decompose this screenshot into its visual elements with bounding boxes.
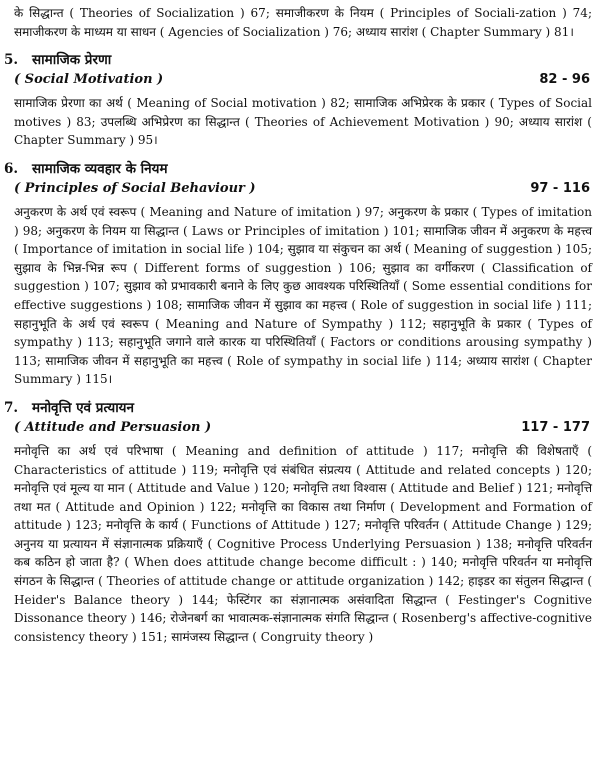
chapter-number: 5. [4, 52, 19, 69]
chapter-description: सामाजिक प्रेरणा का अर्थ ( Meaning of Social motivation ) 82; सामाजिक अभिप्रेरक के प्रकार ( Types of Social motives ) 83; उपलब्धि अभिप्रेरण का सिद्धान्त ( Theories of Achievement Motivation ) 90; अध्याय सारांश ( Chapter Summary ) 95। [14, 96, 592, 148]
chapter-subtitle: ( Principles of Social Behaviour ) [14, 180, 256, 196]
chapter-title: सामाजिक व्यवहार के नियम [32, 160, 168, 177]
chapter-description: अनुकरण के अर्थ एवं स्वरूप ( Meaning and Nature of imitation ) 97; अनुकरण के प्रकार ( Types of imitation ) 98; अनुकरण के नियम या सिद्धान्त ( Laws or Principles of imitation ) 101; सामाजिक जीवन में अनुकरण के महत्त्व ( Importance of imitation in social life ) 104; सुझाव या संकुचन का अर्थ ( Meaning of suggestion ) 105; सुझाव के भिन्न-भिन्न रूप ( Different forms of suggestion ) 106; सुझाव का वर्गीकरण ( Classification of suggestion ) 107; सुझाव को प्रभावकारी बनाने के लिए कुछ आवश्यक परिस्थितियाँ ( Some essential conditions for effective suggestions ) 108; सामाजिक जीवन में सुझाव का महत्त्व ( Role of suggestion in social life ) 111; सहानुभूति के अर्थ एवं स्वरूप ( Meaning and Nature of Sympathy ) 112; सहानुभूति के प्रकार ( Types of sympathy ) 113; सहानुभूति जगाने वाले कारक या परिस्थितियाँ ( Factors or conditions arousing sympathy ) 113; सामाजिक जीवन में सहानुभूति का महत्त्व ( Role of sympathy in social life ) 114; अध्याय सारांश ( Chapter Summary ) 115। [14, 204, 592, 387]
chapter-page-range: 97 - 116 [530, 180, 590, 196]
chapter-5 [4, 50, 598, 150]
chapter-number: 7. [4, 399, 19, 416]
chapter-title: मनोवृत्ति एवं प्रत्यायन [32, 399, 135, 416]
chapter-number: 6. [4, 160, 19, 177]
chapter-title: सामाजिक प्रेरणा [32, 52, 112, 69]
chapter-6 [4, 159, 598, 389]
chapter-7 [4, 398, 598, 647]
chapter-page-range: 82 - 96 [539, 72, 590, 88]
chapter-page-range: 117 - 177 [521, 419, 590, 435]
chapter-4-description-continued: के सिद्धान्त ( Theories of Socialization ) 67; समाजीकरण के नियम ( Principles of Sociali-zation ) 74; समाजीकरण के माध्यम या साधन ( Agencies of Socialization ) 76; अध्याय सारांश ( Chapter Summary ) 81। [14, 6, 592, 39]
chapter-heading [4, 159, 598, 179]
chapter-subtitle-row [14, 179, 598, 199]
chapter-description: मनोवृत्ति का अर्थ एवं परिभाषा ( Meaning and definition of attitude ) 117; मनोवृत्ति की विशेषताएँ ( Characteristics of attitude ) 119; मनोवृत्ति एवं संबंधित संप्रत्यय ( Attitude and related concepts ) 120; मनोवृत्ति एवं मूल्य या मान ( Attitude and Value ) 120; मनोवृत्ति तथा विश्वास ( Attitude and Belief ) 121; मनोवृत्ति तथा मत ( Attitude and Opinion ) 122; मनोवृत्ति का विकास तथा निर्माण ( Development and Formation of attitude ) 123; मनोवृत्ति के कार्य ( Functions of Attitude ) 127; मनोवृत्ति परिवर्तन ( Attitude Change ) 129; अनुनय या प्रत्यायन में संज्ञानात्मक प्रक्रियाएँ ( Cognitive Process Underlying Persuasion ) 138; मनोवृत्ति परिवर्तन कब कठिन हो जाता है? ( When does attitude change become difficult : ) 140; मनोवृत्ति परिवर्तन या मनोवृत्ति संगठन के सिद्धान्त ( Theories of attitude change or attitude organization ) 142; हाइडर का संतुलन सिद्धान्त ( Heider's Balance theory ) 144; फेस्टिंगर का संज्ञानात्मक असंवादिता सिद्धान्त ( Festinger's Cognitive Dissonance theory ) 146; रोजेनबर्ग का भावात्मक-संज्ञानात्मक संगति सिद्धान्त ( Rosenberg's affective-cognitive consistency theory ) 151; सामंजस्य सिद्धान्त ( Congruity theory ) [14, 443, 592, 644]
chapter-heading [4, 50, 598, 70]
chapter-subtitle-row [14, 418, 598, 438]
chapter-subtitle-row [14, 70, 598, 90]
chapter-subtitle: ( Attitude and Persuasion ) [14, 419, 212, 435]
chapter-heading [4, 398, 598, 418]
chapter-subtitle: ( Social Motivation ) [14, 72, 164, 88]
